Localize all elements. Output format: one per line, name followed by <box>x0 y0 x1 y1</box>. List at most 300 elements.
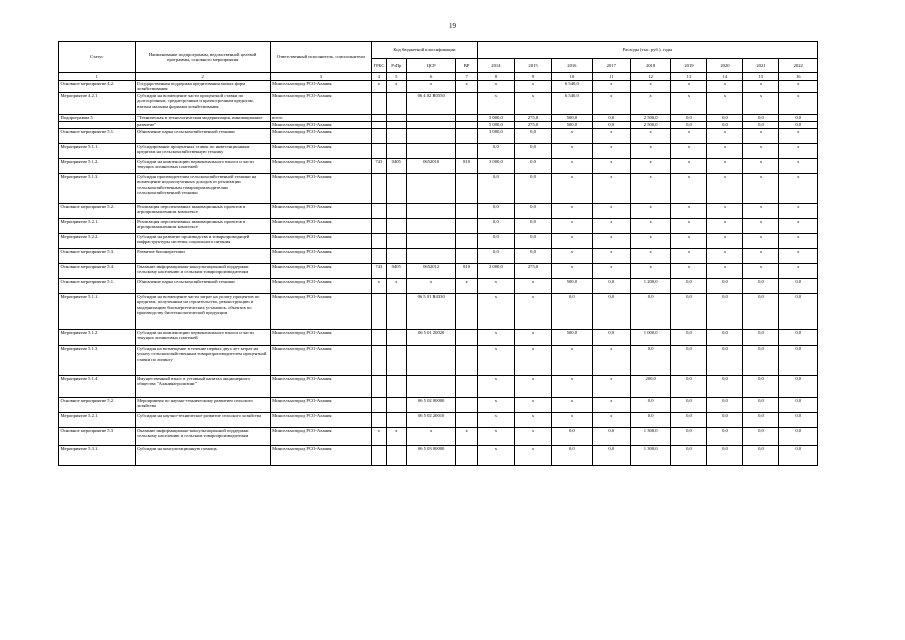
row-cell: 0,0 <box>630 413 671 428</box>
row-cell: 0,0 <box>552 428 593 446</box>
row-cell: х <box>552 413 593 428</box>
row-cell: х <box>514 376 551 398</box>
table-row <box>59 219 818 234</box>
row-cell: х <box>372 279 387 294</box>
row-cell: х <box>477 398 514 413</box>
row-cell <box>456 330 477 346</box>
row-cell: х <box>592 81 630 93</box>
header-year: 2015 <box>514 59 551 73</box>
row-responsible: Минсельхозпрод РСО-Алания <box>270 81 371 93</box>
column-number: 5 <box>386 73 406 81</box>
row-cell: 0,0 <box>592 279 630 294</box>
row-cell: 0,0 <box>552 294 593 330</box>
row-name: Мероприятия по научно-техническому развитию сельского хозяйства <box>135 398 270 413</box>
row-cell <box>372 294 387 330</box>
column-number: 10 <box>552 73 593 81</box>
row-cell: 0,0 <box>743 346 779 376</box>
row-cell <box>456 446 477 466</box>
row-cell: 0,0 <box>671 428 707 446</box>
row-cell: 0,0 <box>743 413 779 428</box>
row-cell <box>372 174 387 204</box>
row-cell <box>406 174 456 204</box>
row-cell: х <box>406 279 456 294</box>
row-cell: 0652012 <box>406 264 456 279</box>
row-cell <box>406 376 456 398</box>
row-cell: х <box>514 446 551 466</box>
row-cell: 0,0 <box>779 122 818 129</box>
column-number: 14 <box>707 73 743 81</box>
row-cell <box>386 174 406 204</box>
header-year: 2019 <box>671 59 707 73</box>
row-name: Субсидия на возмещение в течение первых двух лет затрат на уплату сельскохозяйственным товаропроизводителем процентной ставки по лизингу <box>135 346 270 376</box>
row-cell: 0,0 <box>477 144 514 159</box>
row-cell: 0,0 <box>514 174 551 204</box>
row-cell: х <box>630 234 671 249</box>
row-cell: 1 300,0 <box>630 428 671 446</box>
row-name: Обновление парка сельскохозяйственной техники <box>135 279 270 294</box>
row-cell: х <box>386 279 406 294</box>
row-cell: х <box>630 144 671 159</box>
row-cell: 0,0 <box>779 413 818 428</box>
row-cell <box>386 204 406 219</box>
row-cell: х <box>552 204 593 219</box>
row-cell: 0,0 <box>743 279 779 294</box>
row-cell: 6 540,0 <box>552 93 593 115</box>
row-cell: х <box>743 81 779 93</box>
row-cell: 0,0 <box>779 279 818 294</box>
row-cell: х <box>779 249 818 264</box>
row-cell <box>372 144 387 159</box>
row-cell <box>386 129 406 144</box>
row-cell: х <box>456 81 477 93</box>
row-cell: 0,0 <box>779 330 818 346</box>
row-status: Основное мероприятие 4.2. <box>59 81 136 93</box>
row-cell: х <box>671 159 707 174</box>
row-cell <box>372 413 387 428</box>
row-cell: х <box>552 376 593 398</box>
row-cell: 0,0 <box>671 115 707 122</box>
row-name: Субсидии на научно-техническое развитие сельского хозяйства <box>135 413 270 428</box>
row-cell: х <box>514 413 551 428</box>
row-status: Мероприятие 5.2.2. <box>59 234 136 249</box>
row-cell: 0,0 <box>779 376 818 398</box>
column-number: 15 <box>743 73 779 81</box>
row-name: Субсидии на возмещение части процентной ставки по долгосрочным, среднесрочным и краткосрочным кредитам, взятым малыми формами хозяйствования <box>135 93 270 115</box>
header-year: 2014 <box>477 59 514 73</box>
row-cell: 275,0 <box>514 264 551 279</box>
row-cell: 0,0 <box>779 294 818 330</box>
table-row <box>59 122 818 129</box>
column-number: 16 <box>779 73 818 81</box>
row-cell <box>456 204 477 219</box>
row-cell: 0,0 <box>514 144 551 159</box>
row-cell: х <box>671 219 707 234</box>
row-cell <box>386 346 406 376</box>
row-status: Основное мероприятие 5.3 <box>59 428 136 446</box>
row-cell: х <box>386 428 406 446</box>
row-cell <box>372 376 387 398</box>
header-column-numbers <box>59 73 818 81</box>
table-row <box>59 428 818 446</box>
row-cell: х <box>779 264 818 279</box>
row-cell: 0,0 <box>592 115 630 122</box>
row-cell: х <box>592 264 630 279</box>
row-cell: 810 <box>456 264 477 279</box>
row-name: Имущественный взнос в уставный капитал акционерного общества "Аланияагролизинг" <box>135 376 270 398</box>
table-row <box>59 93 818 115</box>
table-row <box>59 159 818 174</box>
row-responsible: Минсельхозпрод РСО-Алания <box>270 376 371 398</box>
row-status: Подпрограмма 5 <box>59 115 136 122</box>
row-name: Развитие биоэнергетики <box>135 249 270 264</box>
row-cell: 0,0 <box>779 398 818 413</box>
row-cell: х <box>477 376 514 398</box>
row-cell: 0,0 <box>592 446 630 466</box>
row-cell: х <box>630 159 671 174</box>
row-cell: х <box>592 144 630 159</box>
row-name: Субсидии на компенсацию первоначального взноса и части текущих лизинговых платежей <box>135 330 270 346</box>
row-cell <box>406 144 456 159</box>
row-cell: х <box>552 249 593 264</box>
row-cell <box>456 219 477 234</box>
header-responsible: Ответственный исполнитель, соисполнители <box>270 42 371 73</box>
row-responsible: Минсельхозпрод РСО-Алания <box>270 264 371 279</box>
row-cell <box>386 219 406 234</box>
row-cell <box>456 115 477 122</box>
row-cell: 0,0 <box>707 346 743 376</box>
table-row <box>59 81 818 93</box>
row-cell <box>456 398 477 413</box>
row-cell <box>372 398 387 413</box>
row-cell: х <box>707 204 743 219</box>
row-cell: х <box>406 81 456 93</box>
row-cell: х <box>552 219 593 234</box>
column-number: 2 <box>135 73 270 81</box>
row-cell: 500,0 <box>552 330 593 346</box>
row-cell: х <box>671 249 707 264</box>
row-cell: 0,0 <box>779 115 818 122</box>
row-cell: 0,0 <box>671 294 707 330</box>
row-cell <box>386 446 406 466</box>
row-cell: 0405 <box>386 159 406 174</box>
row-cell: 810 <box>456 159 477 174</box>
row-cell: 0652010 <box>406 159 456 174</box>
row-cell: 0,0 <box>707 428 743 446</box>
row-cell: х <box>671 174 707 204</box>
row-cell: х <box>707 159 743 174</box>
header-year: 2020 <box>707 59 743 73</box>
row-cell: х <box>477 446 514 466</box>
row-cell <box>456 249 477 264</box>
row-cell: 0,0 <box>743 398 779 413</box>
table-row <box>59 144 818 159</box>
table-row <box>59 398 818 413</box>
row-cell: х <box>707 174 743 204</box>
row-cell: х <box>592 204 630 219</box>
row-cell <box>406 122 456 129</box>
row-cell: х <box>552 346 593 376</box>
column-number: 7 <box>456 73 477 81</box>
row-cell <box>456 346 477 376</box>
row-cell: х <box>671 144 707 159</box>
row-cell: х <box>743 219 779 234</box>
table-row <box>59 115 818 122</box>
row-status: Мероприятие 5.1.1. <box>59 294 136 330</box>
row-cell: 0,0 <box>514 234 551 249</box>
row-cell <box>372 219 387 234</box>
row-cell: 0,0 <box>477 249 514 264</box>
row-cell: 2 500,0 <box>630 122 671 129</box>
row-cell: 0,0 <box>707 279 743 294</box>
row-cell <box>386 115 406 122</box>
header-year: 2017 <box>592 59 630 73</box>
row-cell <box>456 294 477 330</box>
row-cell: х <box>552 398 593 413</box>
row-cell: х <box>707 129 743 144</box>
row-cell: 500,0 <box>552 115 593 122</box>
row-cell: 0,0 <box>671 122 707 129</box>
row-cell: х <box>477 294 514 330</box>
row-cell: х <box>779 81 818 93</box>
table-row <box>59 346 818 376</box>
row-cell <box>372 93 387 115</box>
row-cell: х <box>630 219 671 234</box>
row-status: Мероприятие 5.1.2. <box>59 159 136 174</box>
row-cell: 0,0 <box>477 174 514 204</box>
row-status: Мероприятие 5.3.1. <box>59 446 136 466</box>
table-row <box>59 413 818 428</box>
row-cell: х <box>514 279 551 294</box>
row-cell: 0,0 <box>743 446 779 466</box>
column-number: 11 <box>592 73 630 81</box>
row-cell <box>386 234 406 249</box>
row-cell: 06 5 01 20020 <box>406 330 456 346</box>
row-cell: 0,0 <box>592 428 630 446</box>
row-cell: 1 200,0 <box>630 279 671 294</box>
row-cell: х <box>779 234 818 249</box>
row-status: Основное мероприятие 5.1. <box>59 129 136 144</box>
row-cell: 0,0 <box>707 376 743 398</box>
row-responsible: Минсельхозпрод РСО-Алания <box>270 428 371 446</box>
row-cell: х <box>372 81 387 93</box>
header-year: 2021 <box>743 59 779 73</box>
row-cell <box>406 129 456 144</box>
row-cell: 0,0 <box>514 249 551 264</box>
row-cell: х <box>372 428 387 446</box>
row-cell: 0,0 <box>671 446 707 466</box>
row-cell <box>456 376 477 398</box>
row-cell: 0,0 <box>707 446 743 466</box>
row-cell: х <box>630 174 671 204</box>
row-cell <box>406 249 456 264</box>
row-cell: х <box>630 249 671 264</box>
row-cell: 0405 <box>386 264 406 279</box>
row-cell: х <box>743 204 779 219</box>
row-cell: 0,0 <box>779 428 818 446</box>
row-cell <box>406 219 456 234</box>
row-responsible: Минсельхозпрод РСО-Алания <box>270 346 371 376</box>
row-cell: х <box>779 144 818 159</box>
row-cell: 0,0 <box>707 398 743 413</box>
table-row <box>59 279 818 294</box>
table-row <box>59 376 818 398</box>
row-cell: 0,0 <box>707 115 743 122</box>
row-status: Мероприятие 4.2.1 <box>59 93 136 115</box>
row-name: развитие" <box>135 122 270 129</box>
row-cell <box>372 234 387 249</box>
row-cell: х <box>630 264 671 279</box>
row-cell: 2 500,0 <box>630 115 671 122</box>
row-name: Субсидирование процентных ставок по инвестиционным кредитам на сельскохозяйственную технику <box>135 144 270 159</box>
column-number: 1 <box>59 73 136 81</box>
row-cell: х <box>592 159 630 174</box>
table-row <box>59 294 818 330</box>
header-status: Статус <box>59 42 136 73</box>
column-number: 4 <box>372 73 387 81</box>
row-cell: 743 <box>372 159 387 174</box>
row-status: Основное мероприятие 5.4. <box>59 264 136 279</box>
row-cell: 0,0 <box>514 129 551 144</box>
column-number: 6 <box>406 73 456 81</box>
row-status: Основное мероприятие 5.2. <box>59 204 136 219</box>
row-cell: 0,0 <box>707 294 743 330</box>
row-cell: 0,0 <box>779 346 818 376</box>
row-cell: х <box>630 204 671 219</box>
row-cell: 0,0 <box>743 376 779 398</box>
row-cell: х <box>514 81 551 93</box>
row-cell: 0,0 <box>552 446 593 466</box>
row-cell: х <box>592 346 630 376</box>
row-cell: х <box>779 174 818 204</box>
table-row <box>59 249 818 264</box>
page-number: 19 <box>449 22 456 30</box>
row-cell: 06 4 02 R0550 <box>406 93 456 115</box>
row-cell: 1 000,0 <box>630 330 671 346</box>
table-row <box>59 330 818 346</box>
row-responsible: Минсельхозпрод РСО-Алания <box>270 159 371 174</box>
row-responsible: Минсельхозпрод РСО-Алания <box>270 144 371 159</box>
row-name: Субсидия производителям сельскохозяйственной техники на возмещение недополученных доходов от реализации сельскохозяйственным товаропроизводителям сельскохозяйственной техники <box>135 174 270 204</box>
row-cell: х <box>707 234 743 249</box>
row-responsible: всего <box>270 115 371 122</box>
row-cell: 0,0 <box>707 413 743 428</box>
row-cell: х <box>514 346 551 376</box>
row-cell: х <box>671 264 707 279</box>
row-responsible: Минсельхозпрод РСО-Алания <box>270 330 371 346</box>
row-cell: 0,0 <box>743 428 779 446</box>
row-cell: 0,0 <box>630 294 671 330</box>
row-cell <box>386 413 406 428</box>
row-cell: х <box>743 234 779 249</box>
row-cell: х <box>779 219 818 234</box>
row-status: Мероприятие 5.1.2 <box>59 330 136 346</box>
row-cell <box>372 204 387 219</box>
row-cell: 0,0 <box>477 204 514 219</box>
row-cell <box>372 115 387 122</box>
row-name: Государственная поддержка кредитования малых форм хозяйствования <box>135 81 270 93</box>
row-cell: х <box>630 129 671 144</box>
row-cell: 0,0 <box>743 122 779 129</box>
row-responsible: Минсельхозпрод РСО-Алания <box>270 234 371 249</box>
row-cell <box>456 93 477 115</box>
table-row <box>59 446 818 466</box>
row-cell: 275,0 <box>514 122 551 129</box>
row-cell: х <box>630 93 671 115</box>
table-row <box>59 204 818 219</box>
row-cell: 500,0 <box>552 279 593 294</box>
row-cell: х <box>707 219 743 234</box>
row-cell: 0,0 <box>514 204 551 219</box>
row-cell: х <box>552 144 593 159</box>
row-cell: х <box>514 93 551 115</box>
row-cell: 0,0 <box>514 159 551 174</box>
row-cell: х <box>779 159 818 174</box>
row-responsible: Минсельхозпрод РСО-Алания <box>270 446 371 466</box>
row-cell: 3 000,0 <box>477 159 514 174</box>
row-cell: 0,0 <box>592 122 630 129</box>
row-cell: х <box>456 428 477 446</box>
row-cell: х <box>630 81 671 93</box>
row-cell: х <box>477 413 514 428</box>
row-cell: 200,0 <box>630 376 671 398</box>
row-cell: х <box>707 264 743 279</box>
row-cell: х <box>779 93 818 115</box>
row-cell: х <box>671 204 707 219</box>
row-cell: 0,0 <box>630 346 671 376</box>
row-status: Основное мероприятие 5.3. <box>59 249 136 264</box>
row-cell: 0,0 <box>743 115 779 122</box>
row-cell: х <box>743 129 779 144</box>
row-responsible: Минсельхозпрод РСО-Алания <box>270 398 371 413</box>
row-status <box>59 122 136 129</box>
row-cell: 0,0 <box>477 219 514 234</box>
row-cell: х <box>514 398 551 413</box>
row-cell: х <box>707 144 743 159</box>
row-cell: 0,0 <box>743 294 779 330</box>
row-cell: х <box>671 81 707 93</box>
row-responsible: Минсельхозпрод РСО-Алания <box>270 129 371 144</box>
header-expenses: Расходы (тыс. руб.), годы <box>477 42 817 59</box>
header-name: Наименование подпрограммы, ведомственной целевой программы, основного мероприятия <box>135 42 270 73</box>
row-responsible: Минсельхозпрод РСО-Алания <box>270 93 371 115</box>
row-cell <box>372 330 387 346</box>
row-cell: 0,0 <box>671 376 707 398</box>
row-cell: 5 000,0 <box>477 122 514 129</box>
column-number: 9 <box>514 73 551 81</box>
row-cell: х <box>743 174 779 204</box>
row-cell: 0,0 <box>671 279 707 294</box>
column-number: 8 <box>477 73 514 81</box>
row-cell: 0,0 <box>630 398 671 413</box>
row-cell: 0,0 <box>707 330 743 346</box>
row-cell: х <box>743 249 779 264</box>
row-cell: х <box>477 428 514 446</box>
row-cell <box>386 294 406 330</box>
row-responsible: Минсельхозпрод РСО-Алания <box>270 279 371 294</box>
table-body <box>59 81 818 466</box>
row-cell <box>372 129 387 144</box>
row-cell: 06 5 02 20010 <box>406 413 456 428</box>
row-cell: х <box>552 159 593 174</box>
column-number: 3 <box>270 73 371 81</box>
table-row <box>59 129 818 144</box>
row-cell: 06 5 03 00000 <box>406 446 456 466</box>
row-responsible: Минсельхозпрод РСО-Алания <box>270 174 371 204</box>
row-name: Субсидии на компенсацию первоначального взноса и части текущих лизинговых платежей <box>135 159 270 174</box>
row-cell: 0,0 <box>779 446 818 466</box>
row-name: "Техническая и технологическая модернизация, инновационное <box>135 115 270 122</box>
header-code-col: ВР <box>456 59 477 73</box>
